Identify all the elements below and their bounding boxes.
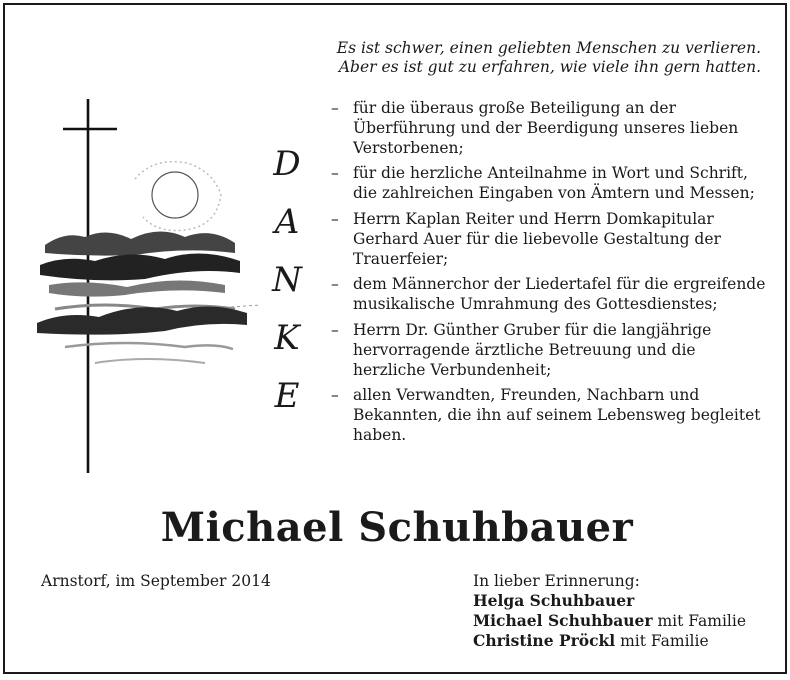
thanks-list xyxy=(331,99,771,452)
dash-bullet: – xyxy=(331,320,339,339)
deceased-name: Michael Schuhbauer xyxy=(160,504,634,551)
signer-suffix: mit Familie xyxy=(615,632,709,650)
danke-vertical-word xyxy=(267,135,307,425)
thanks-text: Herrn Kaplan Reiter und Herrn Domkapitular Gerhard Auer für die liebevolle Gestaltung der Trauerfeier; xyxy=(353,209,721,268)
place-and-date: Arnstorf, im September 2014 xyxy=(41,572,271,590)
dash-bullet: – xyxy=(331,164,339,183)
signer-name: Christine Pröckl xyxy=(473,631,616,650)
quote-line-2: Aber es ist gut zu erfahren, wie viele ihn gern hatten. xyxy=(338,58,761,76)
opening-quote xyxy=(305,39,761,77)
hill-middle xyxy=(40,253,240,280)
quote-line-1: Es ist schwer, einen geliebten Menschen zu verlieren. xyxy=(336,39,761,57)
signer-line xyxy=(473,611,746,631)
signer-line xyxy=(473,591,746,611)
list-item xyxy=(331,164,771,204)
dash-bullet: – xyxy=(331,209,339,228)
danke-letter: K xyxy=(274,318,300,358)
dash-bullet: – xyxy=(331,386,339,405)
thanks-text: dem Männerchor der Liedertafel für die ergreifende musikalische Umrahmung des Gottesdienstes; xyxy=(353,275,766,314)
danke-letter: D xyxy=(273,144,301,184)
list-item xyxy=(331,321,771,380)
hill-front xyxy=(37,306,247,334)
hill-reflection xyxy=(49,280,225,296)
signer-line xyxy=(473,631,746,651)
moon xyxy=(152,172,198,218)
dash-bullet: – xyxy=(331,99,339,117)
list-item xyxy=(331,275,771,315)
list-item xyxy=(331,99,771,158)
signer-suffix: mit Familie xyxy=(652,612,746,630)
thanks-text: allen Verwandten, Freunden, Nachbarn und Bekannten, die ihn auf seinem Lebensweg begleitet haben. xyxy=(353,386,761,444)
hill-back xyxy=(45,231,235,255)
thanks-text: für die herzliche Anteilnahme in Wort und Schrift, die zahlreichen Eingaben von Ämtern und Messen; xyxy=(353,164,755,203)
signer-name: Michael Schuhbauer xyxy=(473,611,653,630)
thanks-text: für die überaus große Beteiligung an der Überführung und der Beerdigung unseres lieben Verstorbenen; xyxy=(353,99,739,157)
dash-bullet: – xyxy=(331,275,339,294)
danke-letter: N xyxy=(272,260,302,300)
cross-moon-landscape-illustration xyxy=(35,97,265,477)
obituary-notice xyxy=(3,3,787,674)
thanks-text: Herrn Dr. Günther Gruber für die langjährige hervorragende ärztliche Betreuung und die herzliche Verbundenheit; xyxy=(353,320,712,379)
list-item xyxy=(331,386,771,445)
signer-name: Helga Schuhbauer xyxy=(473,591,635,610)
danke-letter: E xyxy=(274,376,300,416)
signoff-intro: In lieber Erinnerung: xyxy=(473,572,640,590)
water-ripple-3 xyxy=(95,359,205,363)
water-ripple-2 xyxy=(65,343,233,349)
list-item xyxy=(331,210,771,269)
danke-letter: A xyxy=(274,202,300,242)
signoff-block xyxy=(473,571,746,651)
